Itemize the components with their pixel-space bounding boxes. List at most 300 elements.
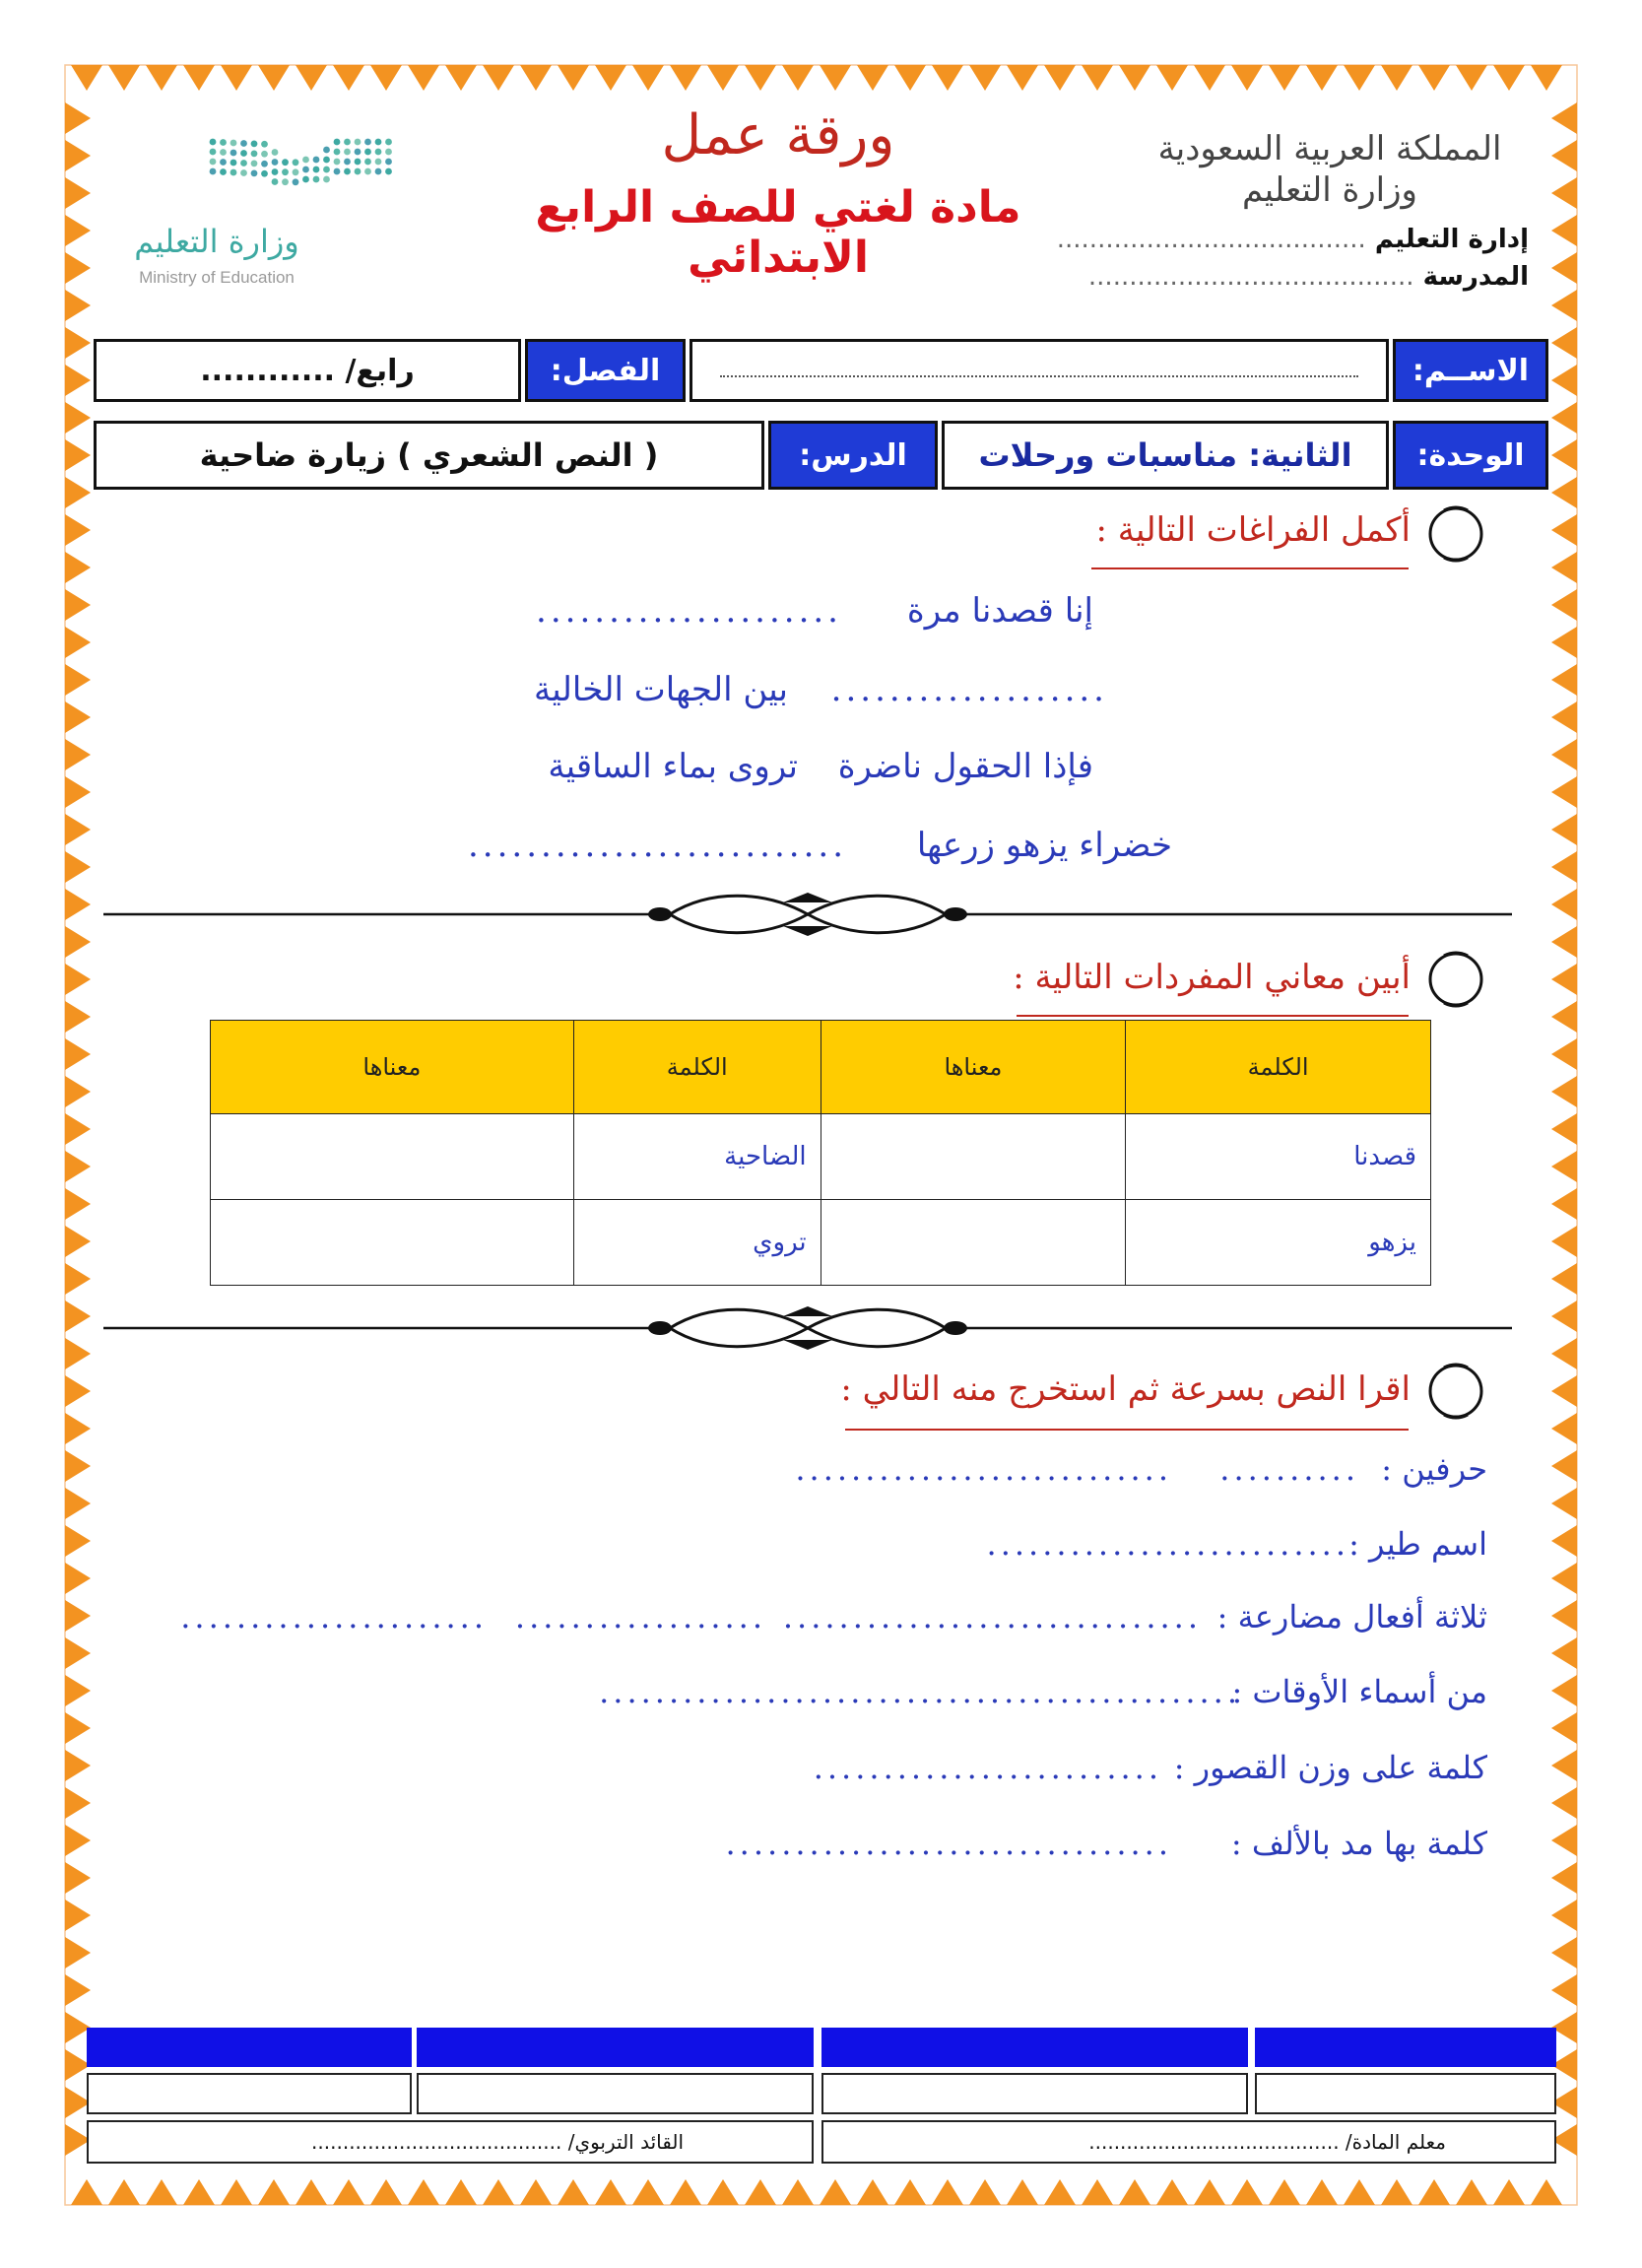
q1-line3-right: فإذا الحقول ناضرة [837,747,1093,786]
logo-dot [364,168,371,175]
border-triangle [1551,1413,1577,1444]
logo-dot [323,147,330,154]
logo-dot [385,168,392,175]
logo-dot [385,159,392,166]
border-triangle [1344,2179,1375,2205]
logo-dot [344,139,351,146]
q3-blank[interactable]: .......... [1219,1450,1359,1488]
border-triangle [1551,1937,1577,1968]
border-triangle [969,65,1001,91]
question-3-heading: اقرا النص بسرعة ثم استخرج منه التالي : [840,1369,1411,1409]
logo-dot [293,159,299,166]
school-label: المدرسة [1422,262,1529,292]
logo-dot [220,139,227,146]
border-triangle [65,552,91,583]
meaning-cell[interactable] [211,1114,574,1200]
border-triangle [1493,2179,1525,2205]
border-triangle [65,1450,91,1482]
word-cell: الضاحية [573,1114,821,1200]
border-triangle [1551,365,1577,396]
border-triangle [1551,889,1577,920]
border-triangle [65,776,91,808]
border-triangle [1551,1900,1577,1931]
border-triangle [1551,701,1577,733]
q3-blank[interactable]: ...................... [180,1598,488,1635]
border-triangle [65,439,91,471]
logo-dot [210,149,217,156]
ornament-divider-1 [103,885,1512,944]
logo-dot [220,159,227,166]
header-meaning-2: معناها [211,1021,574,1114]
border-triangle [1551,964,1577,995]
border-triangle [65,1525,91,1557]
border-triangle [221,2179,252,2205]
q3-item-label: كلمة على وزن القصور : [1173,1749,1487,1786]
logo-dot [313,157,320,164]
logo-dot [210,159,217,166]
moe-logo-english: Ministry of Education [139,268,295,287]
logo-dot [364,149,371,156]
logo-dot [355,149,361,156]
border-triangle [1551,177,1577,209]
border-triangle [65,589,91,621]
border-triangle [65,1413,91,1444]
border-triangle [1551,1974,1577,2006]
border-triangle [1551,739,1577,770]
meaning-cell[interactable] [211,1200,574,1286]
table-row [211,1114,1431,1200]
border-triangle [65,1637,91,1669]
border-triangle [146,65,177,91]
logo-dot [344,159,351,166]
border-triangle [632,2179,664,2205]
border-triangle [483,2179,514,2205]
logo-dot [344,149,351,156]
border-triangle [65,215,91,246]
logo-dot [313,176,320,183]
border-triangle [1551,1226,1577,1257]
table-row [211,1200,1431,1286]
logo-dot [364,139,371,146]
border-triangle [932,2179,963,2205]
border-triangle [333,65,364,91]
logo-dot [240,150,247,157]
q1-line1-left[interactable]: ..................... [536,591,842,631]
logo-dot [272,159,279,166]
question-1-underline [1091,567,1409,569]
border-triangle [520,2179,552,2205]
meaning-cell[interactable] [821,1200,1126,1286]
q3-item-label: اسم طير : [1348,1525,1487,1563]
logo-dot [220,149,227,156]
logo-dot [355,159,361,166]
name-field[interactable] [690,339,1389,402]
q1-line4-right: خضراء يزهو زرعها [916,826,1172,865]
logo-dot [230,140,237,147]
footer-signature-cell[interactable] [417,2073,814,2114]
border-triangle [65,627,91,658]
border-triangle [65,1675,91,1706]
border-triangle [1551,1637,1577,1669]
border-triangle [1551,215,1577,246]
border-triangle [1551,1600,1577,1632]
footer-blue-bar [417,2028,814,2067]
logo-dot [364,159,371,166]
q3-item-label: ثلاثة أفعال مضارعة : [1216,1598,1487,1635]
name-label: الاســم: [1393,339,1548,402]
school-line [1087,262,1529,292]
border-triangle [183,65,215,91]
border-triangle [65,477,91,508]
logo-dot [210,168,217,175]
logo-dot [344,168,351,175]
border-triangle [1269,2179,1300,2205]
logo-dot [323,176,330,183]
border-triangle [1344,65,1375,91]
meaning-cell[interactable] [821,1114,1126,1200]
word-cell: تروي [573,1200,821,1286]
border-triangle [1551,814,1577,845]
border-triangle [445,65,477,91]
border-triangle [894,2179,926,2205]
logo-dot [261,141,268,148]
border-triangle [65,701,91,733]
border-triangle [1531,65,1562,91]
border-triangle [1007,65,1038,91]
border-triangle [1418,2179,1450,2205]
logo-dot [293,168,299,175]
border-triangle [108,65,140,91]
border-triangle [1551,140,1577,171]
q3-item-label: من أسماء الأوقات : [1231,1673,1487,1710]
border-triangle [408,65,439,91]
border-triangle [65,889,91,920]
logo-dot [251,169,258,176]
footer-signature-cell[interactable] [821,2073,1248,2114]
border-triangle [65,1113,91,1145]
border-triangle [65,1787,91,1819]
worksheet-title: ورقة عمل [661,103,895,167]
border-triangle [1007,2179,1038,2205]
border-triangle [258,2179,290,2205]
border-triangle [1551,1488,1577,1519]
footer-signature-cell[interactable] [87,2073,412,2114]
border-triangle [65,1563,91,1594]
moe-logo-icon [207,136,404,207]
header-word-1: الكلمة [1126,1021,1431,1114]
border-triangle [1551,477,1577,508]
border-triangle [1551,776,1577,808]
border-triangle [1194,65,1225,91]
word-cell: قصدنا [1126,1114,1431,1200]
border-triangle [408,2179,439,2205]
logo-dot [272,178,279,185]
table-header-row [211,1021,1431,1114]
q3-blank[interactable]: ........................... [795,1450,1172,1488]
border-triangle [520,65,552,91]
border-triangle [1156,2179,1188,2205]
logo-dot [272,149,279,156]
q3-blank[interactable]: ................................ [725,1825,1172,1862]
logo-dot [302,176,309,183]
border-triangle [65,851,91,883]
border-triangle [258,65,290,91]
border-triangle [65,664,91,696]
name-field-dotted-line [720,375,1358,377]
border-triangle [1551,1375,1577,1407]
logo-dot [220,168,227,175]
border-triangle [1551,290,1577,321]
border-triangle [1194,2179,1225,2205]
footer-blue-bar [821,2028,1248,2067]
vocabulary-table [210,1020,1431,1286]
border-triangle [595,2179,626,2205]
border-triangle [595,65,626,91]
q3-blank[interactable]: .............................................. [599,1673,1241,1710]
border-triangle [65,739,91,770]
border-triangle [1551,1113,1577,1145]
border-triangle [1551,102,1577,134]
border-triangle [707,65,739,91]
question-3-circle-icon [1422,1358,1489,1425]
border-triangle [333,2179,364,2205]
border-triangle [296,2179,327,2205]
border-triangle [1551,627,1577,658]
logo-dot [240,169,247,176]
border-triangle [1156,65,1188,91]
school-dots: ........................................ [1087,262,1414,292]
border-triangle [1082,2179,1113,2205]
logo-dot [282,159,289,166]
logo-dot [261,161,268,167]
border-triangle [1551,1862,1577,1894]
border-triangle [857,2179,888,2205]
logo-dot [323,157,330,164]
logo-dot [230,169,237,176]
border-triangle [65,1001,91,1033]
border-triangle [65,1600,91,1632]
border-triangle [1551,589,1577,621]
border-triangle [65,1188,91,1220]
q3-item-label: كلمة بها مد بالألف : [1230,1825,1487,1862]
logo-dot [210,139,217,146]
logo-dot [323,167,330,173]
question-1-heading: أكمل الفراغات التالية : [1095,510,1411,550]
border-triangle [670,2179,701,2205]
logo-dot [230,150,237,157]
border-triangle [1551,439,1577,471]
leader-label: القائد التربوي/ ........................................ [311,2130,684,2154]
q3-blank[interactable]: .......................... [986,1525,1349,1563]
word-cell: يزهو [1126,1200,1431,1286]
border-triangle [1551,1825,1577,1856]
border-triangle [1551,1301,1577,1332]
border-triangle [71,2179,102,2205]
border-triangle [1551,327,1577,359]
border-triangle [1551,252,1577,284]
question-2-circle-icon [1422,946,1489,1013]
border-triangle [1551,552,1577,583]
logo-dot [261,170,268,177]
border-triangle [558,2179,589,2205]
logo-dot [313,167,320,173]
logo-dot [355,139,361,146]
logo-dot [385,149,392,156]
border-triangle [1551,1525,1577,1557]
border-triangle [1551,664,1577,696]
border-triangle [1119,2179,1150,2205]
border-triangle [1418,65,1450,91]
border-triangle [1551,1188,1577,1220]
border-triangle [1381,2179,1412,2205]
border-triangle [1381,65,1412,91]
border-triangle [782,2179,814,2205]
logo-dot [334,168,341,175]
border-triangle [1231,65,1263,91]
border-triangle [1551,1750,1577,1781]
logo-dot [251,160,258,167]
border-triangle [1306,2179,1338,2205]
lesson-label: الدرس: [768,421,938,490]
education-admin-dots: ...................................... [1056,225,1366,254]
logo-dot [230,160,237,167]
leader-signature-cell[interactable] [87,2120,814,2164]
border-triangle [782,65,814,91]
border-triangle [65,926,91,958]
teacher-signature-cell[interactable] [821,2120,1556,2164]
kingdom-line-1: المملكة العربية السعودية [1157,129,1502,168]
moe-logo-arabic: وزارة التعليم [134,223,299,260]
border-triangle [65,327,91,359]
logo-dot [261,151,268,158]
border-triangle [65,1712,91,1744]
logo-dot [375,149,382,156]
question-2-heading: أبين معاني المفردات التالية : [1013,958,1411,997]
border-triangle [558,65,589,91]
border-triangle [745,65,776,91]
border-triangle [65,1974,91,2006]
q1-line2-right[interactable]: ................... [830,670,1108,709]
border-triangle [1551,1563,1577,1594]
border-triangle [1551,851,1577,883]
border-triangle [65,1937,91,1968]
border-triangle [65,252,91,284]
ornament-divider-2 [103,1299,1512,1358]
logo-dot [375,139,382,146]
border-triangle [1082,65,1113,91]
border-triangle [65,1076,91,1107]
logo-dot [240,140,247,147]
q3-blank[interactable]: .................. [514,1598,766,1635]
border-triangle [1551,1001,1577,1033]
q1-line2-left: بين الجهات الخالية [534,670,788,709]
border-triangle [632,65,664,91]
question-3-underline [845,1429,1409,1431]
q1-line4-left[interactable]: .......................... [468,826,847,865]
border-triangle [1456,65,1487,91]
logo-dot [282,168,289,175]
logo-dot [240,160,247,167]
border-triangle [65,1338,91,1369]
question-1-circle-icon [1422,500,1489,567]
logo-dot [302,157,309,164]
border-triangle [969,2179,1001,2205]
border-triangle [370,2179,402,2205]
border-triangle [1551,1450,1577,1482]
border-triangle [65,1488,91,1519]
border-triangle [1269,65,1300,91]
border-triangle [483,65,514,91]
border-triangle [1493,65,1525,91]
border-triangle [745,2179,776,2205]
border-triangle [65,102,91,134]
border-triangle [820,2179,851,2205]
border-triangle [1531,2179,1562,2205]
worksheet-subtitle: مادة لغتي للصف الرابع الابتدائي [535,182,1021,283]
border-triangle [670,65,701,91]
logo-dot [334,149,341,156]
question-2-underline [1017,1015,1409,1017]
education-admin-label: إدارة التعليم [1374,225,1529,254]
logo-dot [293,178,299,185]
border-triangle [1456,2179,1487,2205]
unit-label: الوحدة: [1393,421,1548,490]
border-triangle [65,514,91,546]
q3-blank[interactable]: ......................... [813,1749,1162,1786]
border-triangle [1231,2179,1263,2205]
class-field[interactable]: رابع/ ............ [94,339,521,402]
border-triangle [1551,514,1577,546]
border-triangle [65,365,91,396]
border-triangle [146,2179,177,2205]
footer-blue-bar [1255,2028,1556,2067]
border-triangle [65,814,91,845]
unit-field: الثانية: مناسبات ورحلات [942,421,1389,490]
border-triangle [1306,65,1338,91]
q1-line3-left: تروى بماء الساقية [548,747,798,786]
border-triangle [65,1038,91,1070]
border-triangle [1119,65,1150,91]
logo-dot [375,168,382,175]
border-triangle [370,65,402,91]
kingdom-calligraphy [1152,128,1507,211]
teacher-label: معلم المادة/ ........................................ [1088,2130,1446,2154]
footer-signature-cell[interactable] [1255,2073,1556,2114]
lesson-field: ( النص الشعري ) زيارة ضاحية [94,421,764,490]
border-triangle [1551,1151,1577,1182]
border-triangle [65,964,91,995]
q3-item-label: حرفين : [1381,1450,1487,1488]
border-triangle [1551,926,1577,958]
border-triangle [1551,1787,1577,1819]
border-triangle [65,177,91,209]
border-triangle [296,65,327,91]
q3-blank[interactable]: .............................. [782,1598,1202,1635]
border-triangle [65,1151,91,1182]
border-triangle [65,1263,91,1295]
logo-dot [375,159,382,166]
header-meaning-1: معناها [821,1021,1126,1114]
border-triangle [65,1226,91,1257]
logo-dot [302,167,309,173]
border-triangle [932,65,963,91]
border-triangle [1551,1076,1577,1107]
border-triangle [1551,402,1577,434]
education-admin-line [1056,225,1529,254]
border-triangle [1044,65,1076,91]
border-triangle [65,290,91,321]
border-triangle [65,140,91,171]
